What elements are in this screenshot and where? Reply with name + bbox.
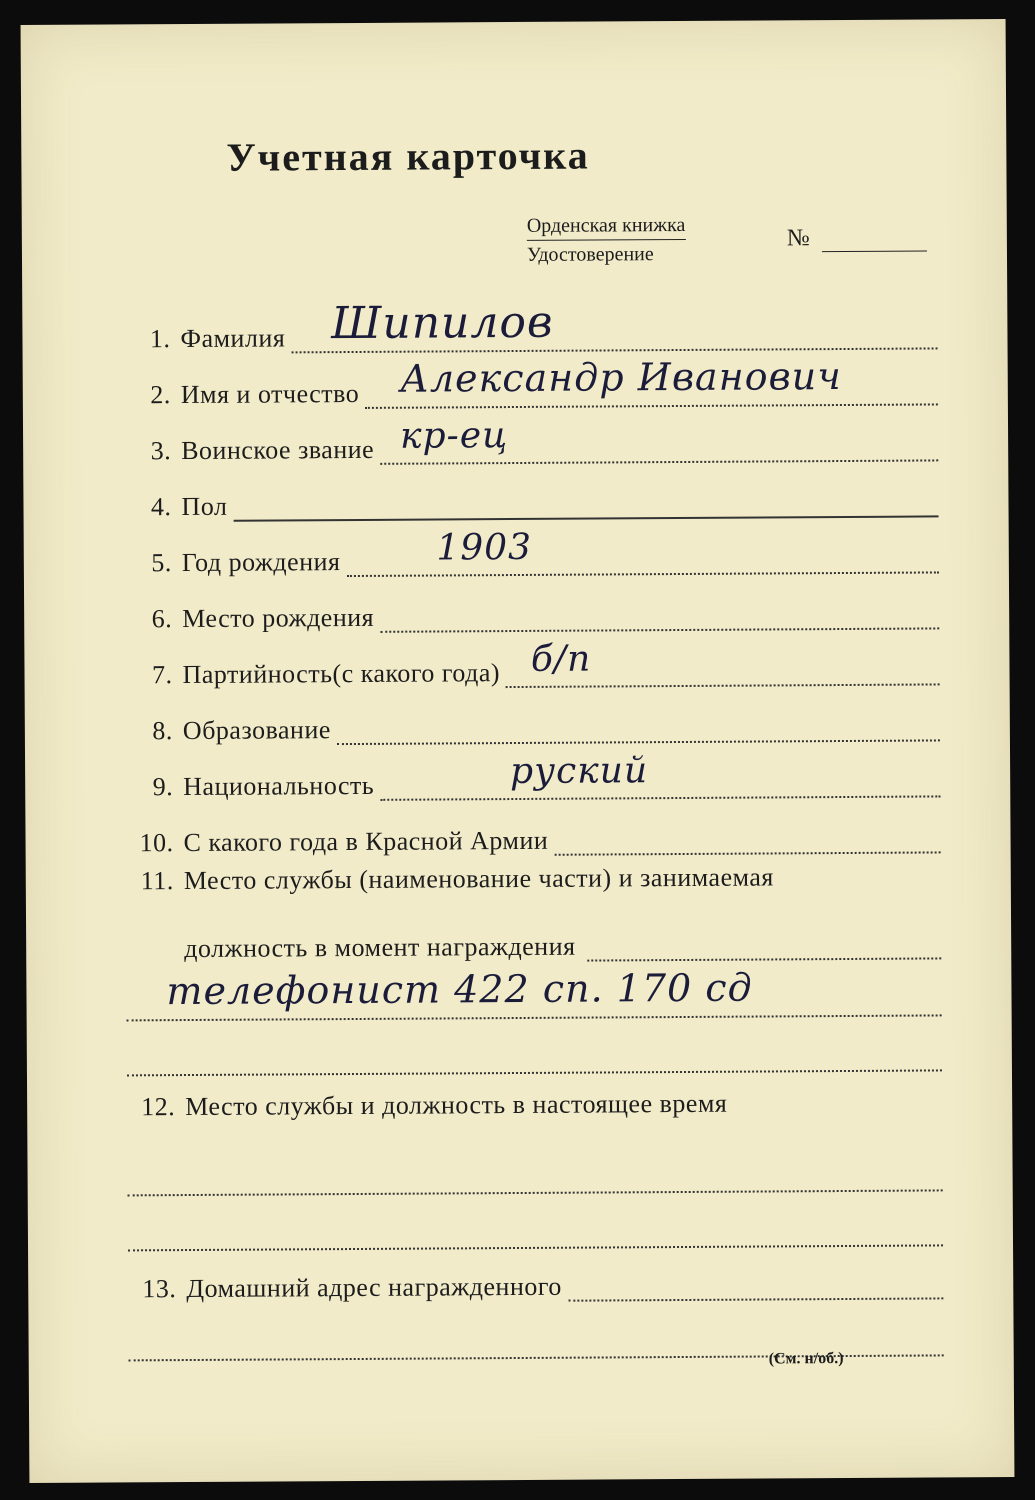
field-line (554, 811, 941, 855)
field-label: Партийность(с какого года) (182, 658, 501, 690)
field-number: 11. (140, 866, 174, 896)
field-name-patronymic (123, 354, 938, 410)
handwritten-nationality: руский (509, 750, 649, 793)
field-number: 9. (152, 772, 174, 802)
field-label: Имя и отчество (180, 378, 360, 410)
field-line (233, 475, 938, 521)
number-sign: № (786, 225, 810, 252)
field-education (125, 701, 940, 746)
field-line (568, 1257, 944, 1301)
field-number: 1. (149, 324, 171, 354)
field-line (380, 587, 939, 632)
field-line (587, 917, 941, 961)
field-label: Место службы (наименование части) и занимаемая (183, 862, 774, 896)
document-number (787, 224, 927, 252)
field-current-service (127, 1087, 942, 1122)
field-line-11a (126, 965, 941, 1021)
field-line (291, 296, 937, 353)
field-line (506, 638, 940, 688)
field-party (124, 638, 939, 690)
field-army-since (125, 813, 940, 858)
field-label: Пол (181, 491, 228, 522)
field-service-place-at-award (126, 861, 941, 896)
field-number: 10. (139, 828, 174, 858)
field-label: Воинское звание (181, 434, 375, 466)
field-line (380, 750, 940, 800)
field-rank (123, 415, 938, 466)
field-surname (122, 296, 937, 354)
field-number: 13. (142, 1274, 177, 1304)
field-label: С какого года в Красной Армии (183, 825, 549, 858)
field-line-12a (127, 1149, 942, 1196)
field-label: Место службы и должность в настоящее время (185, 1088, 728, 1122)
field-label: Год рождения (181, 547, 341, 578)
field-label: Образование (182, 715, 331, 746)
field-number: 7. (151, 660, 173, 690)
field-line-12b (128, 1204, 943, 1251)
see-reverse-note: (См. н/об.) (768, 1350, 844, 1368)
field-label-cont: должность в момент награждения (184, 931, 576, 964)
field-service-place-at-award-cont (184, 919, 941, 964)
field-label: Фамилия (180, 323, 286, 354)
registration-card (21, 19, 1015, 1483)
field-line (346, 526, 939, 577)
field-home-address (128, 1259, 943, 1304)
field-birth-year (124, 526, 939, 578)
field-number: 4. (150, 492, 172, 522)
document-type (527, 211, 686, 269)
field-number: 8. (152, 716, 173, 746)
number-blank (822, 230, 927, 252)
field-number: 2. (150, 380, 171, 410)
field-birthplace (124, 589, 939, 634)
field-number: 12. (141, 1092, 176, 1122)
field-line-11b (127, 1029, 942, 1076)
handwritten-surname: Шипилов (331, 296, 554, 350)
field-label: Национальность (183, 770, 375, 802)
handwritten-party: б/п (530, 638, 592, 680)
field-number: 6. (151, 604, 173, 634)
field-line (380, 415, 938, 464)
certificate-label: Удостоверение (526, 243, 654, 266)
field-label: Домашний адрес награжденного (186, 1271, 562, 1304)
handwritten-name: Александр Иванович (399, 354, 842, 401)
handwritten-service-place: телефонист 422 сп. 170 сд (166, 965, 753, 1014)
handwritten-rank: кр-ец (399, 415, 509, 457)
field-sex (123, 477, 938, 522)
field-line (337, 699, 940, 745)
card-title: Учетная карточка (226, 132, 590, 180)
order-book-label: Орденская книжка (527, 211, 686, 241)
field-number: 3. (150, 436, 172, 466)
handwritten-birth-year: 1903 (436, 526, 533, 569)
field-nationality (125, 750, 940, 802)
field-label: Место рождения (182, 602, 375, 634)
field-number: 5. (151, 548, 172, 578)
field-line (365, 354, 938, 408)
